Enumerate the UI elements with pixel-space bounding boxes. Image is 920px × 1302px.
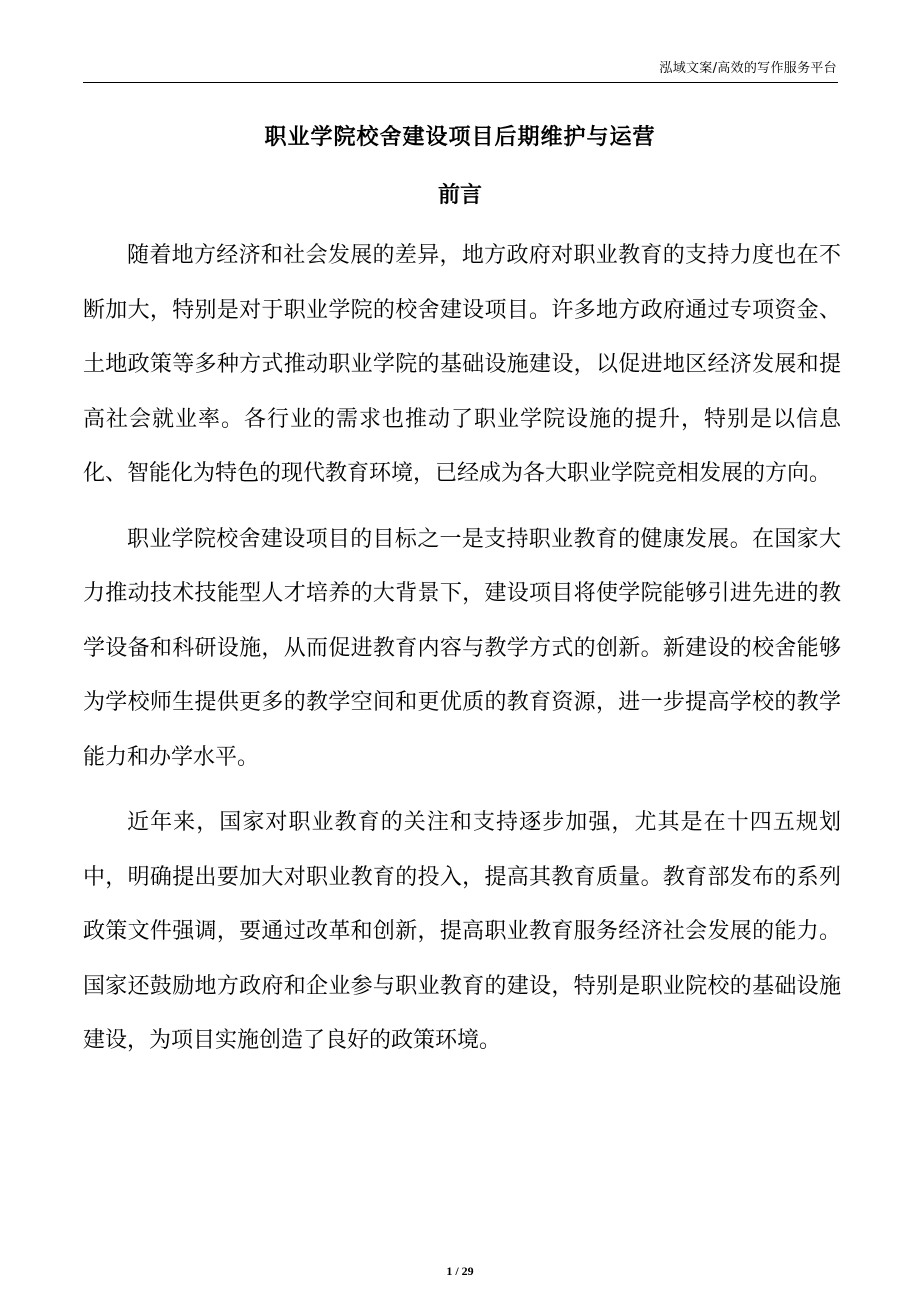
body-paragraph-2: 职业学院校舍建设项目的目标之一是支持职业教育的健康发展。在国家大力推动技术技能型人才培养的大背景下，建设项目将使学院能够引进先进的教学设备和科研设施，从而促进教育内容与教学方式的创新。新建设的校舍能够为学校师生提供更多的教学空间和更优质的教育资源，进一步提高学校的教学能力和办学水平。 (83, 526, 841, 770)
header-divider (83, 82, 838, 83)
header-brand-text: 泓域文案/高效的写作服务平台 (659, 61, 837, 76)
body-paragraph-3: 近年来，国家对职业教育的关注和支持逐步加强，尤其是在十四五规划中，明确提出要加大对职业教育的投入，提高其教育质量。教育部发布的系列政策文件强调，要通过改革和创新，提高职业教育服务经济社会发展的能力。国家还鼓励地方政府和企业参与职业教育的建设，特别是职业院校的基础设施建设，为项目实施创造了良好的政策环境。 (83, 810, 841, 1053)
page-number: 1 / 29 (446, 1264, 474, 1278)
body-paragraph-1: 随着地方经济和社会发展的差异，地方政府对职业教育的支持力度也在不断加大，特别是对于职业学院的校舍建设项目。许多地方政府通过专项资金、土地政策等多种方式推动职业学院的基础设施建设，以促进地区经济发展和提高社会就业率。各行业的需求也推动了职业学院设施的提升，特别是以信息化、智能化为特色的现代教育环境，已经成为各大职业学院竞相发展的方向。 (83, 243, 841, 486)
document-title: 职业学院校舍建设项目后期维护与运营 (264, 125, 656, 150)
section-title-preface: 前言 (437, 183, 482, 208)
document-body (83, 229, 841, 1080)
